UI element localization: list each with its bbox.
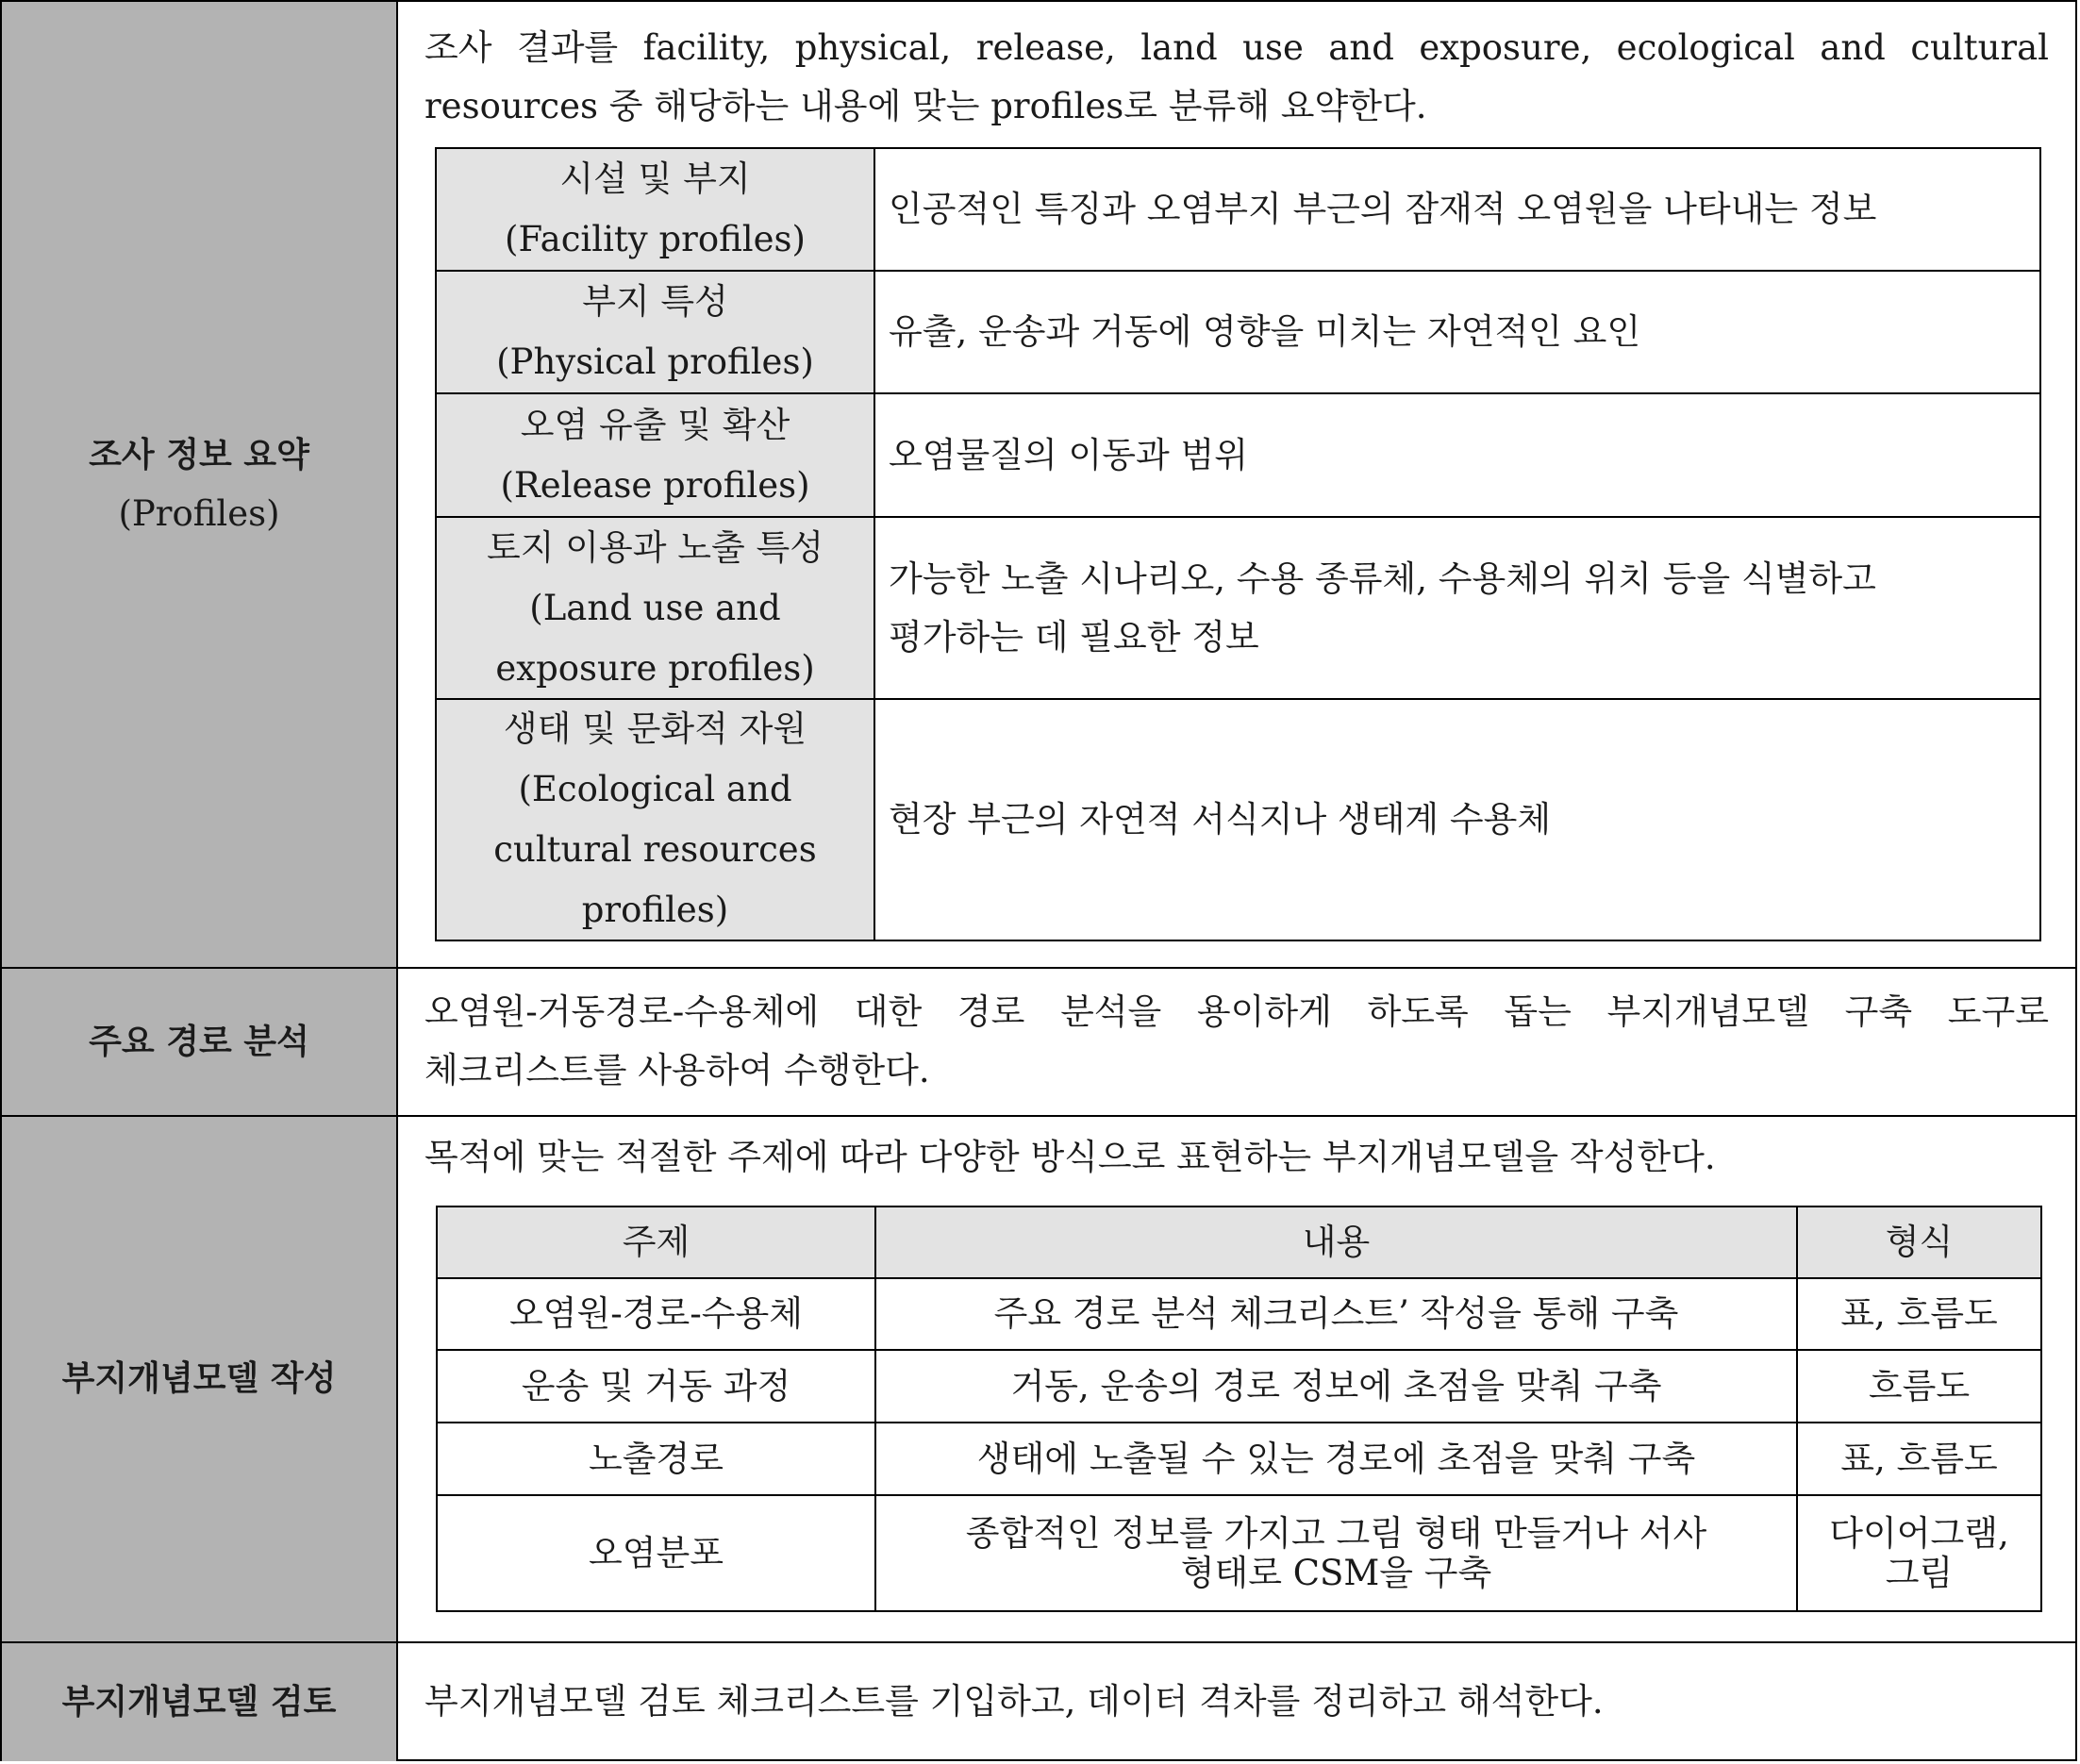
profile-row-ecological <box>437 700 2039 940</box>
pathway-text <box>424 983 2049 1100</box>
csm-build-content-cell <box>398 1117 2075 1641</box>
profile-desc-cell <box>875 518 2039 698</box>
profile-name-cell <box>437 149 875 270</box>
csm-review-label: 부지개념모델 검토 <box>61 1682 337 1722</box>
profile-desc: 유출, 운송과 거동에 영향을 미치는 자연적인 요인 <box>889 311 1641 352</box>
profiles-intro-line1: 조사 결과를 facility, physical, release, land use and exposure, ecological and cultural <box>424 27 2049 68</box>
profiles-label-ko: 조사 정보 요약 <box>89 435 309 474</box>
profiles-intro-line2: resources 중 해당하는 내용에 맞는 profiles로 분류해 요약한다. <box>424 86 1427 126</box>
profile-name-cell <box>437 700 875 940</box>
content-line: 생태에 노출될 수 있는 경로에 초점을 맞춰 구축 <box>976 1438 1696 1479</box>
profile-row-physical <box>437 272 2039 394</box>
csm-review-label-cell <box>2 1643 398 1761</box>
column-header-format: 형식 <box>1798 1207 2040 1279</box>
profiles-content-cell <box>398 2 2075 967</box>
profile-name-line: (Release profiles) <box>500 464 810 506</box>
csm-topics-table <box>436 1206 2042 1612</box>
profile-desc-line: 평가하는 데 필요한 정보 <box>889 616 1259 657</box>
profile-desc: 오염물질의 이동과 범위 <box>889 434 1248 475</box>
content-cell <box>876 1351 1798 1423</box>
profile-desc-cell <box>875 149 2039 270</box>
csm-review-content-cell <box>398 1643 2075 1761</box>
format-line: 표, 흐름도 <box>1840 1438 1998 1479</box>
csm-review-text: 부지개념모델 검토 체크리스트를 기입하고, 데이터 격차를 정리하고 해석한다. <box>424 1681 1604 1722</box>
content-line: 주요 경로 분석 체크리스트’ 작성을 통해 구축 <box>993 1293 1679 1334</box>
pathway-label: 주요 경로 분석 <box>89 1022 309 1061</box>
profile-desc-cell <box>875 700 2039 940</box>
content-cell <box>876 1423 1798 1496</box>
profile-name-line: exposure profiles) <box>495 647 815 689</box>
profile-name-line: 부지 특성 <box>582 281 728 322</box>
profiles-label-en: (Profiles) <box>118 492 280 534</box>
profiles-row <box>2 2 2075 969</box>
format-cell <box>1798 1423 2040 1496</box>
profile-name-line: 시설 및 부지 <box>559 158 751 199</box>
csm-build-label: 부지개념모델 작성 <box>61 1359 337 1398</box>
topic-cell: 운송 및 거동 과정 <box>438 1351 876 1423</box>
format-cell <box>1798 1496 2040 1610</box>
csm-build-row <box>2 1117 2075 1643</box>
profile-name-line: 토지 이용과 노출 특성 <box>487 526 824 568</box>
profile-name-cell <box>437 272 875 392</box>
profile-name-cell <box>437 394 875 516</box>
pathway-row <box>2 969 2075 1117</box>
profiles-label-cell <box>2 2 398 967</box>
pathway-text-line1: 오염원-거동경로-수용체에 대한 경로 분석을 용이하게 하도록 돕는 부지개념모델 구축 도구로 <box>424 991 2049 1032</box>
pathway-content-cell <box>398 969 2075 1115</box>
profile-desc: 인공적인 특징과 오염부지 부근의 잠재적 오염원을 나타내는 정보 <box>889 189 1877 229</box>
csm-build-intro: 목적에 맞는 적절한 주제에 따라 다양한 방식으로 표현하는 부지개념모델을 작성한다. <box>424 1137 1716 1177</box>
format-cell <box>1798 1279 2040 1351</box>
format-line: 표, 흐름도 <box>1840 1293 1998 1334</box>
profiles-intro <box>424 19 2049 136</box>
profile-row-facility <box>437 149 2039 272</box>
profile-name-line: (Facility profiles) <box>505 219 806 259</box>
profile-name-line: 오염 유출 및 확산 <box>520 404 790 445</box>
topic-cell: 오염원-경로-수용체 <box>438 1279 876 1351</box>
content-cell <box>876 1279 1798 1351</box>
csm-build-label-cell <box>2 1117 398 1641</box>
profile-name-line: 생태 및 문화적 자원 <box>503 708 807 749</box>
format-line: 흐름도 <box>1868 1365 1971 1406</box>
profile-name-line: profiles) <box>581 890 729 930</box>
column-header-topic: 주제 <box>438 1207 876 1279</box>
content-line: 거동, 운송의 경로 정보에 초점을 맞춰 구축 <box>1010 1365 1662 1406</box>
profile-desc: 현장 부근의 자연적 서식지나 생태계 수용체 <box>889 799 1552 840</box>
profile-row-release <box>437 394 2039 518</box>
topic-cell: 오염분포 <box>438 1496 876 1610</box>
profile-name-line: (Land use and <box>529 587 781 628</box>
profile-name-line: (Physical profiles) <box>496 341 814 382</box>
profile-desc-line: 가능한 노출 시나리오, 수용 종류체, 수용체의 위치 등을 식별하고 <box>889 557 1876 599</box>
content-cell <box>876 1496 1798 1610</box>
profile-name-line: cultural resources <box>493 829 817 870</box>
format-cell <box>1798 1351 2040 1423</box>
profile-desc-cell <box>875 272 2039 392</box>
profile-name-cell <box>437 518 875 698</box>
pathway-text-line2: 체크리스트를 사용하여 수행한다. <box>424 1050 930 1090</box>
content-line: 형태로 CSM을 구축 <box>1180 1552 1492 1593</box>
content-line: 종합적인 정보를 가지고 그림 형태 만들거나 서사 <box>965 1512 1707 1554</box>
topic-cell: 노출경로 <box>438 1423 876 1496</box>
profile-name-line: (Ecological and <box>518 769 792 809</box>
profile-row-land-use <box>437 518 2039 700</box>
profile-desc-cell <box>875 394 2039 516</box>
pathway-label-cell <box>2 969 398 1115</box>
column-header-content: 내용 <box>876 1207 1798 1279</box>
format-line: 다이어그램, <box>1829 1512 2009 1554</box>
csm-review-row <box>2 1643 2075 1761</box>
format-line: 그림 <box>1885 1552 1954 1593</box>
profiles-table <box>435 147 2041 941</box>
